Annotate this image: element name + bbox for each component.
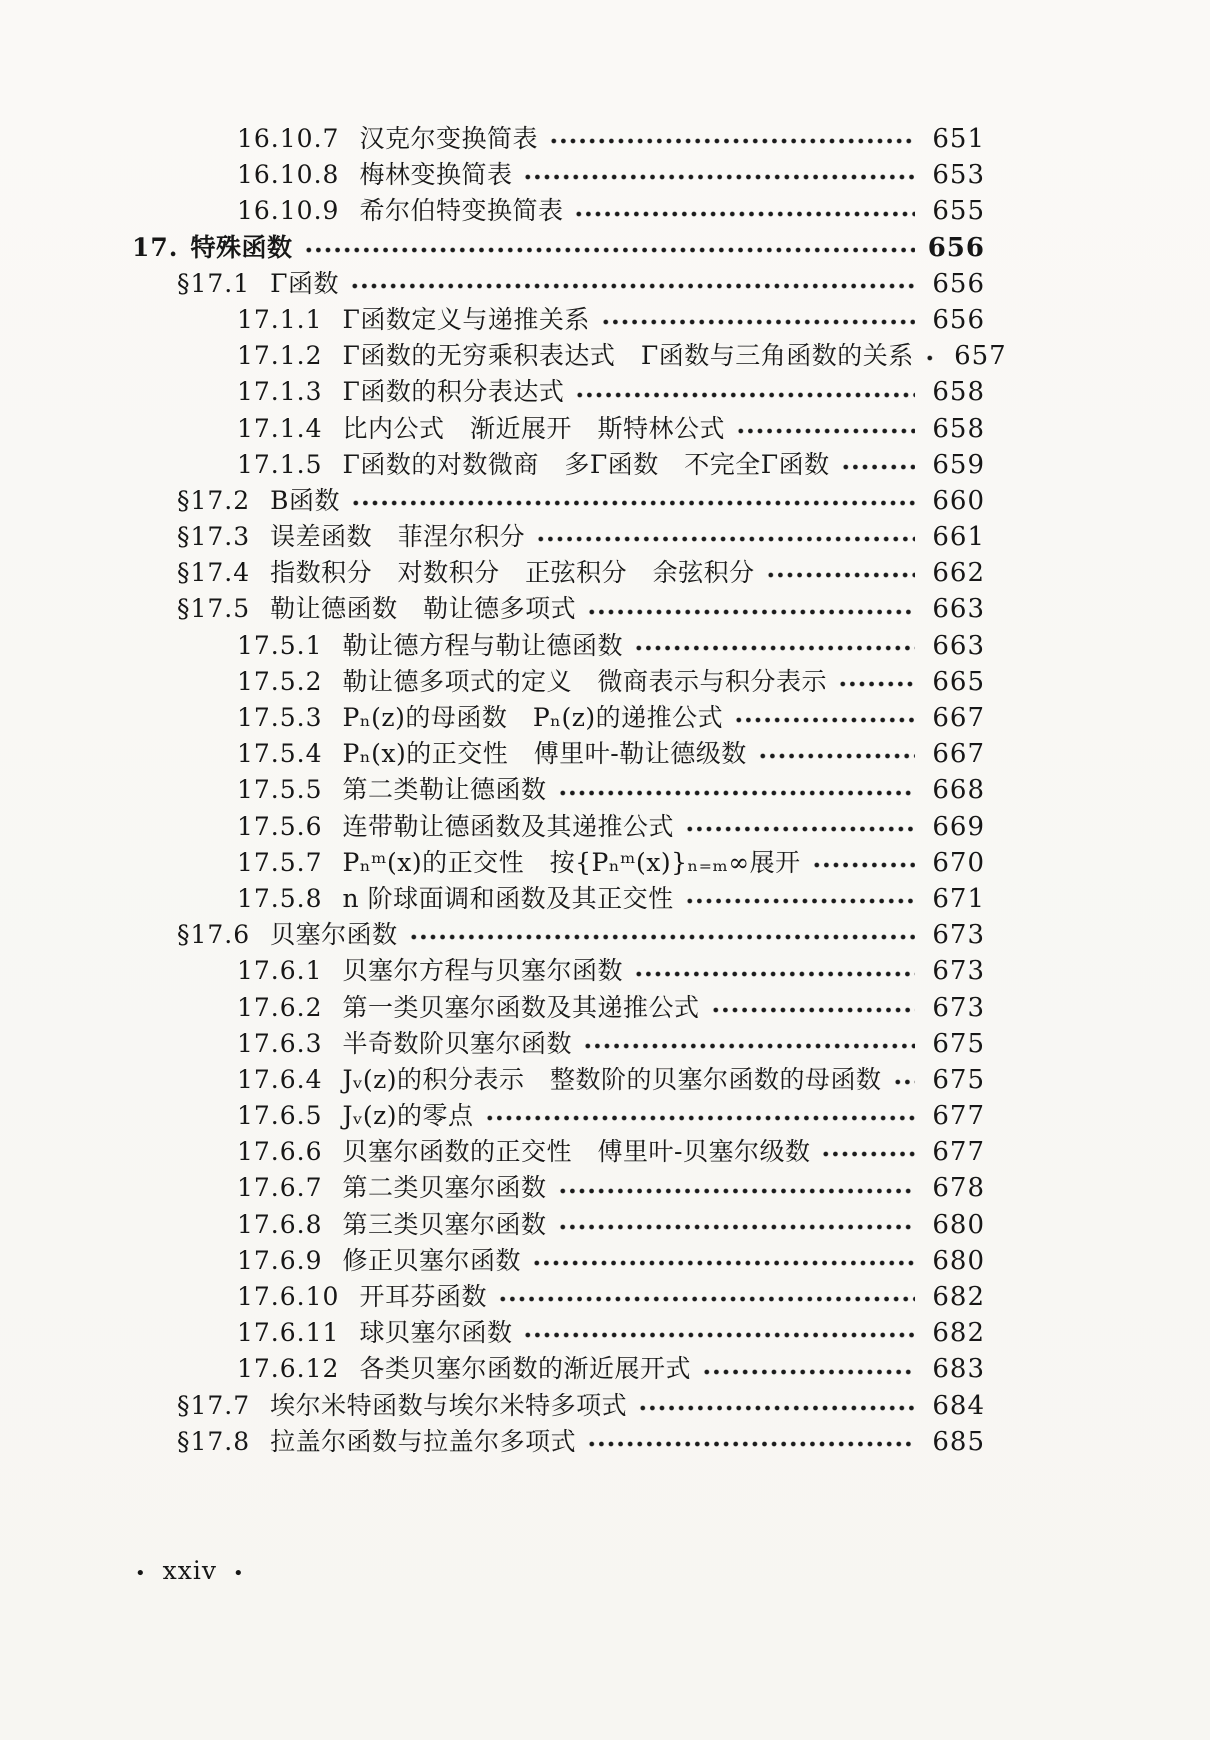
dot-leader bbox=[891, 1062, 915, 1098]
entry-title: 希尔伯特变换简表 bbox=[359, 196, 564, 226]
entry-number: 17.1.5 bbox=[237, 449, 323, 479]
entry-page-number: 662 bbox=[932, 558, 985, 589]
toc-row bbox=[132, 809, 985, 845]
entry-title: 贝塞尔方程与贝塞尔函数 bbox=[342, 956, 624, 986]
entry-number: 17.6.3 bbox=[237, 1028, 323, 1058]
entry-page-number: 659 bbox=[932, 449, 985, 480]
entry-title: 连带勒让德函数及其递推公式 bbox=[342, 811, 675, 841]
entry-page-number: 663 bbox=[932, 630, 985, 661]
entry-page-number: 684 bbox=[932, 1390, 985, 1421]
footer-left-dot: • bbox=[135, 1563, 147, 1584]
entry-number: 17.5.1 bbox=[237, 630, 323, 660]
dot-leader bbox=[496, 1279, 915, 1315]
toc-row bbox=[132, 338, 1007, 374]
toc-row bbox=[132, 1062, 985, 1098]
toc-row bbox=[132, 519, 985, 555]
toc-row bbox=[132, 266, 985, 302]
entry-title: 误差函数 菲涅尔积分 bbox=[270, 522, 526, 552]
entry-page-number: 673 bbox=[932, 956, 985, 987]
toc-row bbox=[132, 447, 985, 483]
entry-number: 17.6.12 bbox=[237, 1354, 340, 1384]
page-footer bbox=[119, 1556, 261, 1585]
entry-number: §17.3 bbox=[177, 522, 251, 552]
toc-row bbox=[132, 1315, 985, 1351]
entry-number: 17.5.3 bbox=[237, 703, 323, 732]
entry-number: 17.6.1 bbox=[237, 956, 323, 986]
entry-number: §17.8 bbox=[177, 1426, 251, 1456]
toc-row bbox=[132, 917, 985, 953]
toc-row bbox=[132, 1424, 985, 1460]
entry-page-number: 663 bbox=[932, 594, 985, 625]
entry-page-number: 660 bbox=[932, 485, 985, 516]
entry-page-number: 680 bbox=[932, 1209, 985, 1240]
toc-row bbox=[132, 230, 985, 266]
footer-right-dot: • bbox=[232, 1563, 245, 1584]
entry-title: 拉盖尔函数与拉盖尔多项式 bbox=[270, 1426, 577, 1456]
entry-number: 17.6.2 bbox=[237, 992, 323, 1022]
toc-row bbox=[132, 1026, 985, 1062]
entry-title: Γ函数的积分表达式 bbox=[342, 377, 565, 407]
dot-leader bbox=[764, 555, 915, 591]
toc-row bbox=[132, 121, 985, 157]
toc-row bbox=[132, 628, 985, 664]
entry-title: 梅林变换简表 bbox=[359, 160, 513, 190]
toc-row bbox=[132, 1351, 985, 1387]
entry-page-number: 667 bbox=[932, 703, 985, 733]
dot-leader bbox=[407, 917, 915, 953]
entry-number: 17.6.11 bbox=[237, 1318, 340, 1348]
entry-title: 勒让德多项式的定义 微商表示与积分表示 bbox=[342, 666, 828, 696]
dot-leader bbox=[732, 700, 915, 736]
dot-leader bbox=[483, 1098, 915, 1134]
dot-leader bbox=[348, 266, 915, 302]
entry-number: 17.6.10 bbox=[237, 1282, 340, 1311]
entry-title: 球贝塞尔函数 bbox=[359, 1318, 513, 1348]
dot-leader bbox=[810, 845, 915, 881]
entry-number: 17.1.4 bbox=[237, 413, 323, 443]
entry-page-number: 657 bbox=[954, 341, 1007, 372]
dot-leader bbox=[700, 1351, 915, 1387]
dot-leader bbox=[709, 990, 915, 1026]
dot-leader bbox=[556, 1170, 915, 1206]
entry-number: 16.10.9 bbox=[237, 196, 340, 226]
toc-row bbox=[132, 302, 985, 338]
entry-title: 开耳芬函数 bbox=[359, 1282, 487, 1311]
entry-page-number: 655 bbox=[932, 196, 985, 227]
toc-row bbox=[132, 1170, 985, 1206]
entry-title: 汉克尔变换简表 bbox=[359, 124, 538, 153]
dot-leader bbox=[572, 193, 915, 229]
entry-title: 贝塞尔函数 bbox=[270, 920, 398, 950]
entry-title: 特殊函数 bbox=[190, 232, 293, 262]
dot-leader bbox=[556, 1207, 915, 1243]
entry-page-number: 673 bbox=[932, 992, 985, 1023]
entry-number: 17.1.2 bbox=[237, 341, 323, 371]
dot-leader bbox=[581, 1026, 915, 1062]
entry-page-number: 667 bbox=[932, 739, 985, 770]
dot-leader bbox=[521, 1315, 915, 1351]
entry-page-number: 658 bbox=[932, 377, 985, 408]
dot-leader bbox=[521, 157, 915, 193]
entry-page-number: 658 bbox=[932, 413, 985, 444]
entry-title: n 阶球面调和函数及其正交性 bbox=[342, 883, 674, 913]
dot-leader bbox=[632, 953, 915, 989]
entry-page-number: 675 bbox=[932, 1064, 985, 1095]
entry-number: 17.5.6 bbox=[237, 811, 323, 841]
entry-number: 17. bbox=[132, 232, 179, 262]
entry-number: §17.5 bbox=[177, 594, 251, 624]
toc-row bbox=[132, 374, 985, 410]
dot-leader bbox=[302, 230, 915, 266]
toc-row bbox=[132, 157, 985, 193]
entry-page-number: 682 bbox=[932, 1318, 985, 1349]
entry-number: 17.5.5 bbox=[237, 775, 323, 805]
toc-row bbox=[132, 664, 985, 700]
entry-page-number: 669 bbox=[932, 811, 985, 842]
dot-leader bbox=[573, 374, 915, 410]
entry-title: Γ函数定义与递推关系 bbox=[342, 304, 590, 334]
dot-leader bbox=[534, 519, 915, 555]
toc-row bbox=[132, 1098, 985, 1134]
entry-title: 勒让德方程与勒让德函数 bbox=[342, 630, 624, 660]
entry-page-number: 653 bbox=[932, 160, 985, 191]
toc-row bbox=[132, 591, 985, 627]
entry-title: Pₙᵐ(x)的正交性 按{Pₙᵐ(x)}ₙ₌ₘ∞展开 bbox=[342, 847, 801, 877]
toc-row bbox=[132, 1207, 985, 1243]
entry-title: Pₙ(z)的母函数 Pₙ(z)的递推公式 bbox=[342, 703, 724, 732]
entry-title: 埃尔米特函数与埃尔米特多项式 bbox=[270, 1390, 628, 1420]
entry-number: §17.7 bbox=[177, 1390, 251, 1420]
dot-leader bbox=[585, 1424, 915, 1460]
dot-leader bbox=[683, 809, 915, 845]
entry-page-number: 677 bbox=[932, 1101, 985, 1132]
entry-page-number: 668 bbox=[932, 775, 985, 806]
toc-list bbox=[132, 121, 1007, 1460]
entry-page-number: 665 bbox=[932, 666, 985, 697]
entry-page-number: 656 bbox=[932, 304, 985, 335]
entry-title: 第二类勒让德函数 bbox=[342, 775, 547, 805]
dot-leader bbox=[349, 483, 915, 519]
toc-row bbox=[132, 845, 985, 881]
entry-page-number: 651 bbox=[932, 124, 985, 154]
entry-number: 17.6.7 bbox=[237, 1173, 323, 1203]
entry-title: Jᵥ(z)的积分表示 整数阶的贝塞尔函数的母函数 bbox=[342, 1064, 882, 1094]
toc-row bbox=[132, 483, 985, 519]
dot-leader bbox=[636, 1388, 915, 1424]
entry-page-number: 678 bbox=[932, 1173, 985, 1204]
entry-number: 17.6.6 bbox=[237, 1137, 323, 1167]
toc-row bbox=[132, 411, 985, 447]
dot-leader bbox=[683, 881, 915, 917]
dot-leader bbox=[836, 664, 915, 700]
dot-leader bbox=[756, 736, 915, 772]
entry-title: 各类贝塞尔函数的渐近展开式 bbox=[359, 1354, 691, 1384]
dot-leader bbox=[734, 411, 915, 447]
entry-title: Γ函数的对数微商 多Γ函数 不完全Γ函数 bbox=[342, 449, 830, 479]
toc-row bbox=[132, 1243, 985, 1279]
entry-title: Pₙ(x)的正交性 傅里叶-勒让德级数 bbox=[342, 739, 747, 769]
dot-leader bbox=[585, 591, 915, 627]
entry-title: 修正贝塞尔函数 bbox=[342, 1245, 522, 1275]
entry-title: 第一类贝塞尔函数及其递推公式 bbox=[342, 992, 700, 1022]
entry-number: 16.10.8 bbox=[237, 160, 340, 190]
entry-number: 17.5.2 bbox=[237, 666, 323, 696]
entry-title: Jᵥ(z)的零点 bbox=[342, 1101, 474, 1131]
dot-leader bbox=[530, 1243, 915, 1279]
toc-row bbox=[132, 881, 985, 917]
dot-leader bbox=[556, 772, 915, 808]
entry-number: 17.5.4 bbox=[237, 739, 323, 769]
dot-leader bbox=[547, 121, 915, 157]
dot-leader bbox=[632, 628, 915, 664]
toc-row bbox=[132, 953, 985, 989]
entry-page-number: 680 bbox=[932, 1245, 985, 1276]
entry-page-number: 677 bbox=[932, 1137, 985, 1168]
entry-page-number: 670 bbox=[932, 847, 985, 878]
toc-row bbox=[132, 772, 985, 808]
toc-row bbox=[132, 193, 985, 229]
entry-title: 贝塞尔函数的正交性 傅里叶-贝塞尔级数 bbox=[342, 1137, 811, 1167]
entry-page-number: 671 bbox=[932, 883, 985, 914]
dot-leader bbox=[839, 447, 915, 483]
entry-number: 17.5.8 bbox=[237, 883, 323, 913]
entry-number: §17.6 bbox=[177, 920, 251, 950]
entry-number: 17.6.8 bbox=[237, 1209, 323, 1239]
entry-title: Γ函数 bbox=[270, 268, 340, 298]
entry-page-number: 682 bbox=[932, 1282, 985, 1312]
entry-number: 17.6.5 bbox=[237, 1101, 323, 1131]
toc-row bbox=[132, 990, 985, 1026]
entry-page-number: 675 bbox=[932, 1028, 985, 1059]
entry-number: 17.6.9 bbox=[237, 1245, 323, 1275]
entry-number: §17.2 bbox=[177, 485, 251, 515]
toc-row bbox=[132, 736, 985, 772]
entry-page-number: 656 bbox=[932, 268, 985, 299]
dot-leader bbox=[599, 302, 915, 338]
entry-number: 17.1.1 bbox=[237, 304, 323, 334]
entry-number: §17.1 bbox=[177, 268, 251, 298]
entry-title: 半奇数阶贝塞尔函数 bbox=[342, 1028, 573, 1058]
toc-row bbox=[132, 700, 985, 736]
dot-leader bbox=[819, 1134, 915, 1170]
entry-title: 第三类贝塞尔函数 bbox=[342, 1209, 547, 1239]
entry-page-number: 656 bbox=[927, 232, 985, 263]
entry-page-number: 685 bbox=[932, 1426, 985, 1457]
entry-page-number: 661 bbox=[932, 522, 985, 553]
entry-number: §17.4 bbox=[177, 558, 251, 588]
dot-leader bbox=[923, 338, 937, 374]
entry-title: B函数 bbox=[270, 485, 341, 515]
entry-title: 指数积分 对数积分 正弦积分 余弦积分 bbox=[270, 558, 755, 588]
entry-title: 勒让德函数 勒让德多项式 bbox=[270, 594, 577, 624]
toc-row bbox=[132, 1279, 985, 1315]
entry-number: 17.6.4 bbox=[237, 1064, 323, 1094]
footer-page-number: xxiv bbox=[162, 1556, 217, 1585]
toc-row bbox=[132, 1388, 985, 1424]
toc-row bbox=[132, 1134, 985, 1170]
entry-title: Γ函数的无穷乘积表达式 Γ函数与三角函数的关系 bbox=[342, 341, 914, 371]
entry-number: 16.10.7 bbox=[237, 124, 340, 153]
entry-title: 比内公式 渐近展开 斯特林公式 bbox=[342, 413, 726, 443]
entry-page-number: 673 bbox=[932, 920, 985, 951]
entry-page-number: 683 bbox=[932, 1354, 985, 1385]
entry-title: 第二类贝塞尔函数 bbox=[342, 1173, 547, 1203]
entry-number: 17.5.7 bbox=[237, 847, 323, 877]
entry-number: 17.1.3 bbox=[237, 377, 323, 407]
toc-row bbox=[132, 555, 985, 591]
